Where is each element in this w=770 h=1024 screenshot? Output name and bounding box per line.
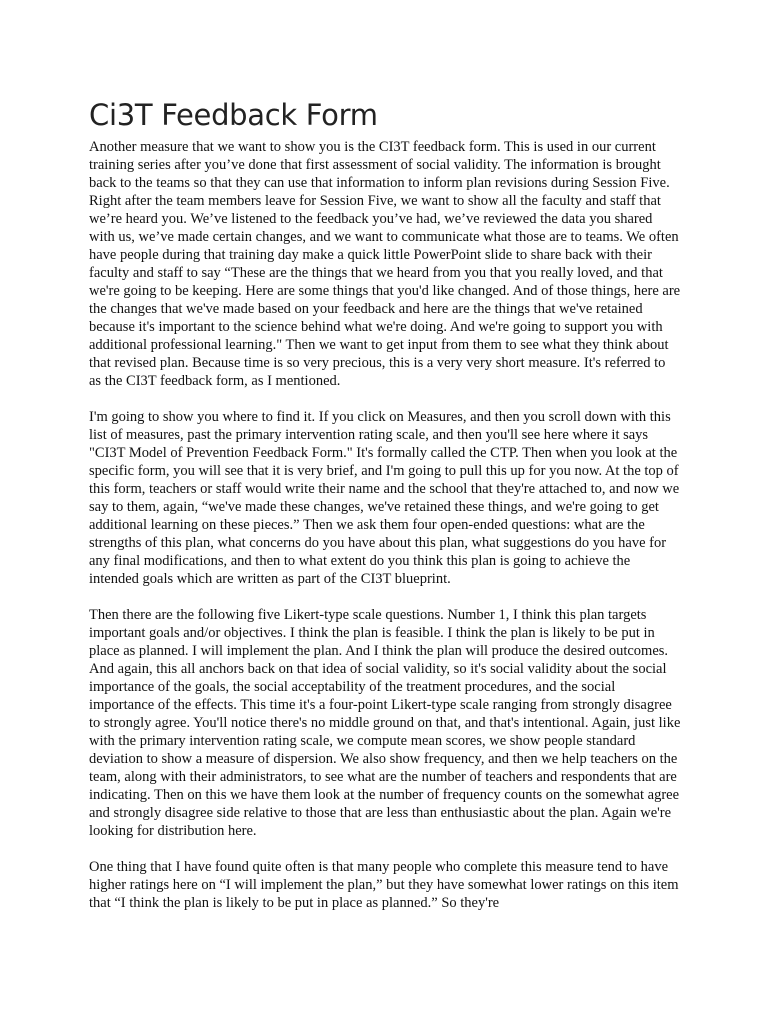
paragraph-4: One thing that I have found quite often is that many people who complete this measure tend to have higher ratings here on “I will implement the plan,” but they have somewhat lower ratings on this item that “I think the plan is likely to be put in place as planned.” So they're (89, 859, 679, 911)
document-page (89, 96, 681, 930)
paragraph-1: Another measure that we want to show you is the CI3T feedback form. This is used in our current training series after you’ve done that first assessment of social validity. The information is brought back to the teams so that they can use that information to inform plan revisions during Session Five. Right after the team members leave for Session Five, we want to show all the faculty and staff that we’re heard you. We’ve listened to the feedback you’ve had, we’ve reviewed the data you shared with us, we’ve made certain changes, and we want to communicate what those are to teams. We often have people during that training day make a quick little PowerPoint slide to share back with their faculty and staff to say “These are the things that we heard from you that you really loved, and that we're going to be keeping. Here are some things that you'd like changed. And of those things, here are the changes that we've made based on your feedback and here are the things that we've retained because it's important to the science behind what we're doing. And we're going to support you with additional professional learning." Then we want to get input from them to see what they think about that revised plan. Because time is so very precious, this is a very very short measure. It's referred to as the CI3T feedback form, as I mentioned. (89, 139, 681, 389)
document-title: Ci3T Feedback Form (89, 98, 378, 132)
paragraph-3: Then there are the following five Likert-type scale questions. Number 1, I think this plan targets important goals and/or objectives. I think the plan is feasible. I think the plan is likely to be put in place as planned. I will implement the plan. And I think the plan will produce the desired outcomes. And again, this all anchors back on that idea of social validity, so it's social validity about the social importance of the goals, the social acceptability of the treatment procedures, and the social importance of the effects. This time it's a four-point Likert-type scale ranging from strongly disagree to strongly agree. You'll notice there's no middle ground on that, and that's intentional. Again, just like with the primary intervention rating scale, we compute mean scores, we show people standard deviation to show a measure of dispersion. We also show frequency, and then we help teachers on the team, along with their administrators, to see what are the number of teachers and respondents that are indicating. Then on this we have them look at the number of frequency counts on the somewhat agree and strongly disagree side relative to those that are less than enthusiastic about the plan. Again we're looking for distribution here. (89, 607, 681, 839)
paragraph-2: I'm going to show you where to find it. If you click on Measures, and then you scroll down with this list of measures, past the primary intervention rating scale, and then you'll see here where it says "CI3T Model of Prevention Feedback Form." It's formally called the CTP. Then when you look at the specific form, you will see that it is very brief, and I'm going to pull this up for you now. At the top of this form, teachers or staff would write their name and the school that they're attached to, and now we say to them, again, “we've made these changes, we've retained these things, and we're going to get additional learning on these pieces.” Then we ask them four open-ended questions: what are the strengths of this plan, what concerns do you have about this plan, what suggestions do you have for any final modifications, and then to what extent do you think this plan is going to achieve the intended goals which are written as part of the CI3T blueprint. (89, 409, 680, 587)
